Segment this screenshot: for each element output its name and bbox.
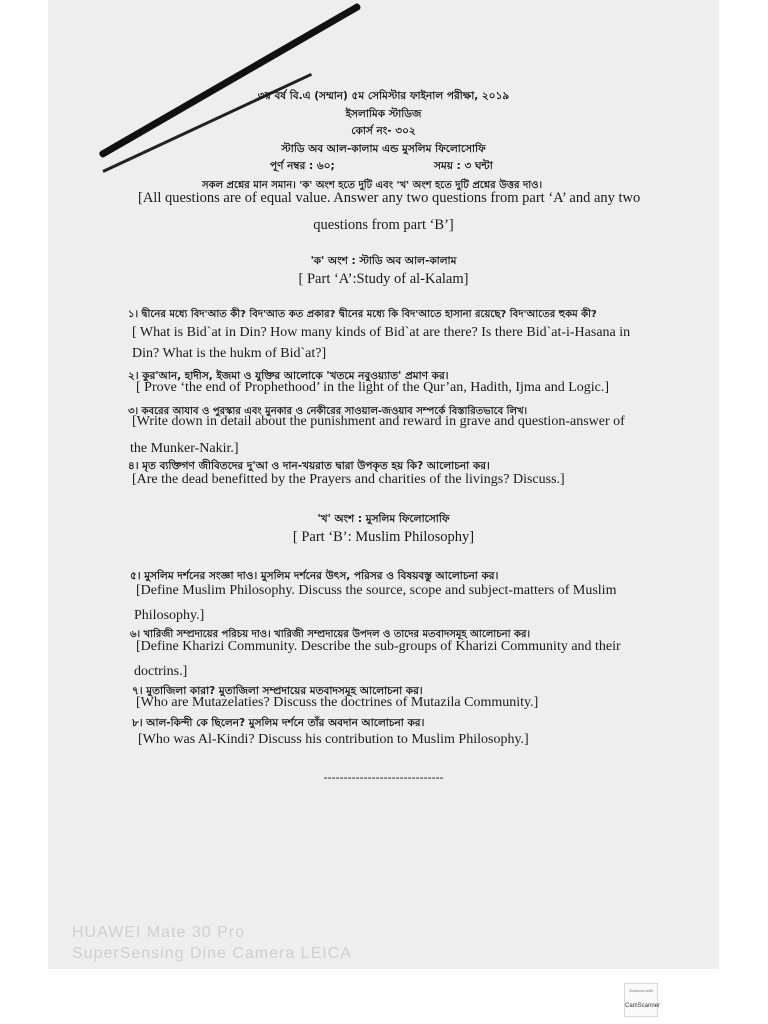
instruction-english-1: [All questions are of equal value. Answer any two questions from part ‘A’ and any two [138,190,641,206]
question-5-bengali: ৫। মুসলিম দর্শনের সংজ্ঞা দাও। মুসলিম দর্শনের উৎস, পরিসর ও বিষয়বস্তু আলোচনা কর। [130,570,499,582]
question-7-english: [Who are Mutazelaties? Discuss the doctrines of Mutazila Community.] [136,695,539,710]
question-4-english: [Are the dead benefitted by the Prayers and charities of the livings? Discuss.] [132,472,565,487]
question-3-english-1: [Write down in detail about the punishment and reward in grave and question-answer of [132,414,625,429]
end-divider: ------------------------------ [323,770,444,784]
question-1-english-2: Din? What is the hukm of Bid`at?] [132,346,327,361]
exam-paper [48,0,719,969]
instruction-english-2: questions from part ‘B’] [313,217,454,233]
question-6-english-1: [Define Kharizi Community. Describe the sub-groups of Kharizi Community and their [136,639,621,654]
part-b-title-english: [ Part ‘B’: Muslim Philosophy] [292,529,475,545]
part-a-title-english: [ Part ‘A’:Study of al-Kalam] [298,271,469,287]
part-a-title-bengali: 'ক' অংশ : স্টাডি অব আল-কালাম [310,255,457,267]
question-3-bengali: ৩। কবরের আযাব ও পুরস্কার এবং মুনকার ও নেকীরের সাওয়াল-জওয়াব সম্পর্কে বিস্তারিতভাবে লিখ। [128,406,528,417]
camscanner-caption: Scanned with [628,988,653,993]
question-1-bengali: ১। দ্বীনের মধ্যে বিদ'আত কী? বিদ'আত কত প্রকার? দ্বীনের মধ্যে কি বিদ'আতে হাসানা রয়েছে? বিদ'আতের হুকম কী? [128,309,597,320]
question-2-english: [ Prove ‘the end of Prophethood’ in the light of the Qur’an, Hadith, Ijma and Logic.] [136,380,610,395]
question-4-bengali: ৪। মৃত ব্যক্তিগণ জীবিতদের দু'আ ও দান-খয়রাত দ্বারা উপকৃত হয় কি? আলোচনা কর। [128,460,490,472]
exam-time: সময় : ৩ ঘন্টা [434,160,493,172]
question-5-english-2: Philosophy.] [134,608,205,623]
instruction-bengali: সকল প্রশ্নের মান সমান। 'ক' অংশ হতে দুটি এবং 'খ' অংশ হতে দুটি প্রশ্নের উত্তর দাও। [202,180,543,191]
camscanner-badge [624,983,661,1017]
question-2-bengali: ২। কুর'আন, হাদীস, ইজমা ও যুক্তির আলোকে 'খতমে নবুওয়্যাত' প্রমাণ কর। [128,370,449,382]
subject-name: ইসলামিক স্টাডিজ [345,108,422,120]
camera-watermark-line-1: HUAWEI Mate 30 Pro [72,924,246,941]
course-title: স্টাডি অব আল-কালাম এন্ড মুসলিম ফিলোসোফি [281,143,486,155]
question-1-english-1: [ What is Bid`at in Din? How many kinds of Bid`at are there? Is there Bid`at-i-Hasana in [132,325,631,340]
question-6-bengali: ৬। খারিজী সম্প্রদায়ের পরিচয় দাও। খারিজী সম্প্রদায়ের উপদল ও তাদের মতবাদসমূহ আলোচনা কর। [130,629,531,640]
camscanner-logo-text: CamScanner [625,1003,661,1009]
question-7-bengali: ৭। মুতাজিলা কারা? মুতাজিলা সম্প্রদায়ের মতবাদসমূহ আলোচনা কর। [132,685,423,697]
course-number: কোর্স নং- ৩০২ [351,125,416,137]
exam-title: ৩য় বর্ষ বি.এ (সম্মান) ৫ম সেমিস্টার ফাইনাল পরীক্ষা, ২০১৯ [257,90,510,102]
full-marks: পূর্ণ নম্বর : ৬০; [270,160,335,172]
question-3-english-2: the Munker-Nakir.] [130,441,239,456]
part-b-title-bengali: 'খ' অংশ : মুসলিম ফিলোসোফি [317,513,450,525]
camera-watermark-line-2: SuperSensing Dine Camera LEICA [72,945,352,962]
question-8-bengali: ৮। আল-কিন্দী কে ছিলেন? মুসলিম দর্শনে তাঁর অবদান আলোচনা কর। [132,717,425,729]
question-6-english-2: doctrins.] [134,664,188,679]
question-5-english-1: [Define Muslim Philosophy. Discuss the source, scope and subject-matters of Muslim [136,583,617,598]
question-8-english: [Who was Al-Kindi? Discuss his contribution to Muslim Philosophy.] [138,732,529,747]
